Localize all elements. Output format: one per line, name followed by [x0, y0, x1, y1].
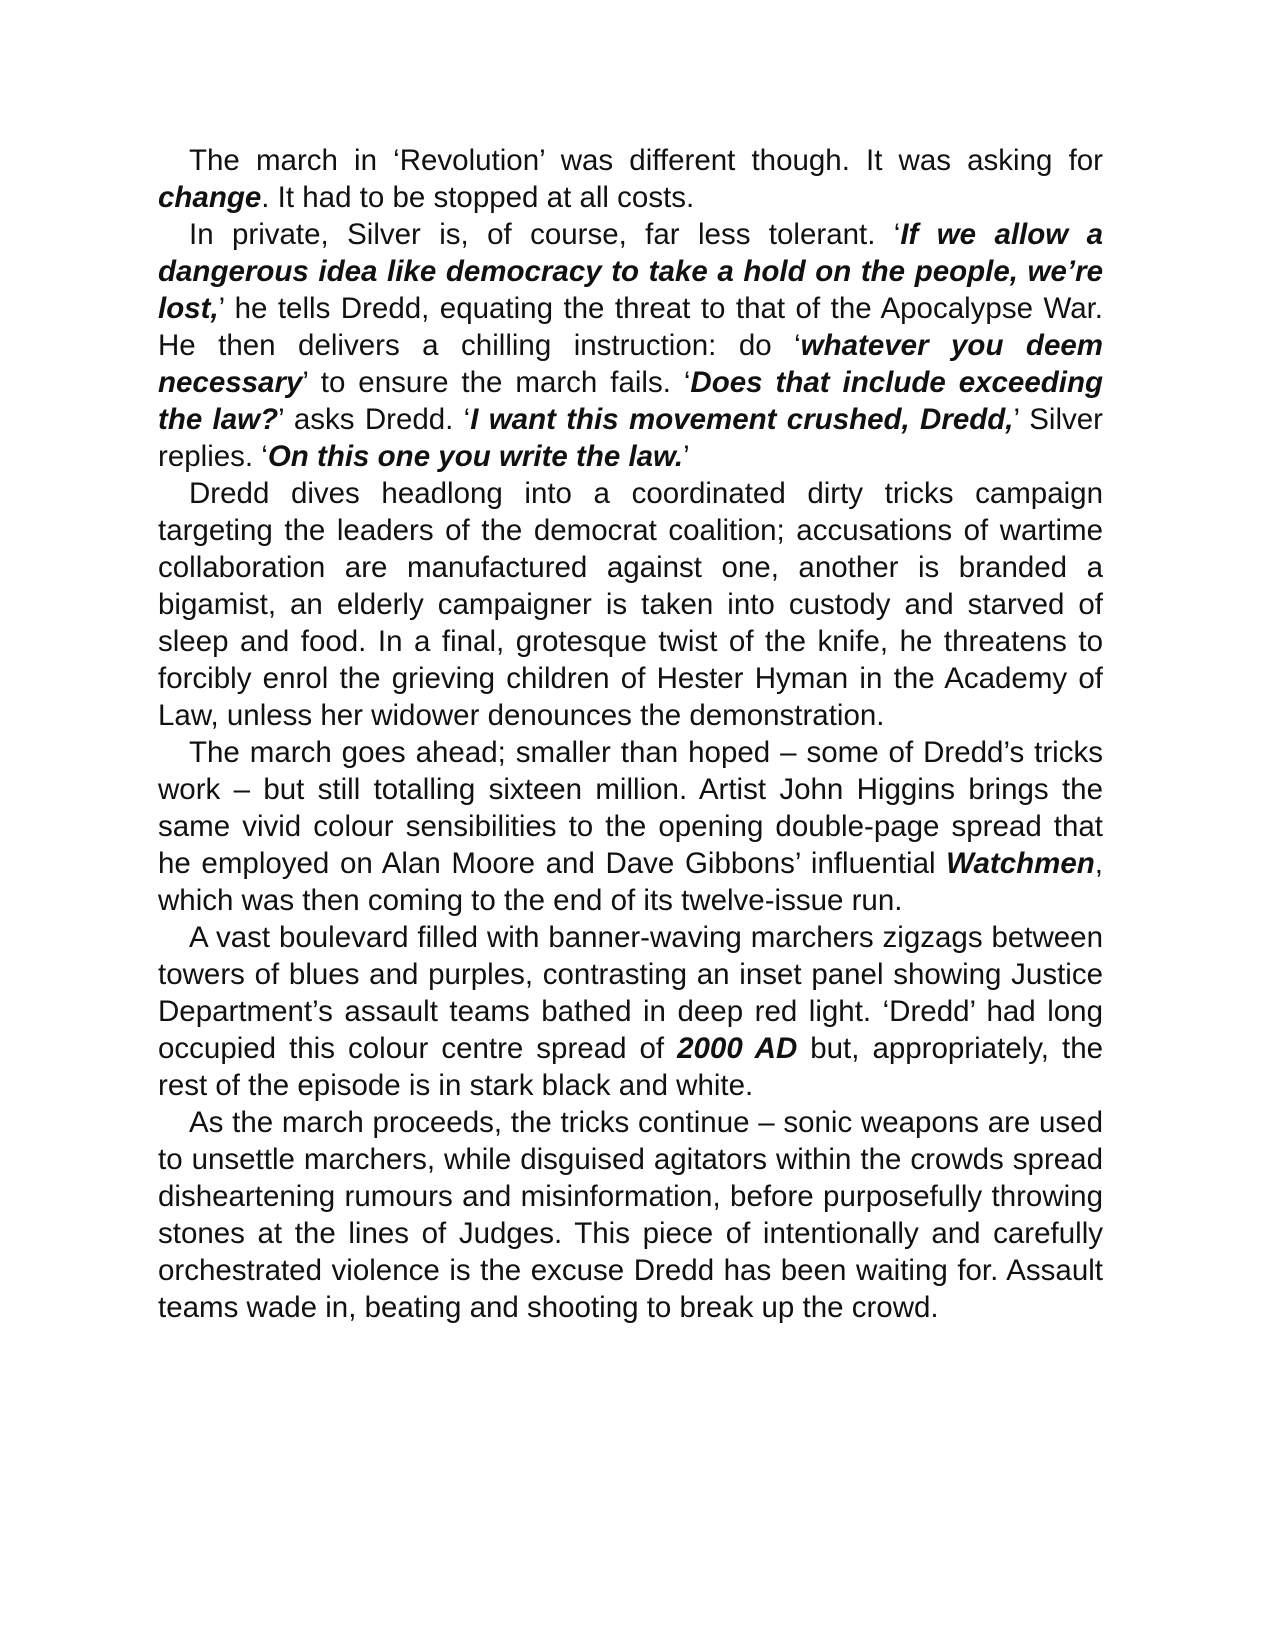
text-run: but, appropriately, the rest of the episode is in stark black and white. — [158, 1032, 1104, 1102]
paragraph-4 — [158, 734, 1103, 919]
quote-emphasis: If we allow a dangerous idea like democracy to take a hold on the people, we’re lost, — [158, 218, 1103, 325]
text-run: The march in ‘Revolution’ was different though. It was asking for — [189, 144, 1103, 177]
text-run: As the march proceeds, the tricks continue – sonic weapons are used to unsettle marchers, while disguised agitators within the crowds spread disheartening rumours and misinformation, before purposefully throwing stones at the lines of Judges. This piece of intentionally and carefully orchestrated violence is the excuse Dredd has been waiting for. Assault teams wade in, beating and shooting to break up the crowd. — [158, 1106, 1103, 1324]
paragraph-5 — [158, 919, 1103, 1104]
quote-emphasis: I want this movement crushed, Dredd, — [470, 403, 1014, 436]
title-emphasis: 2000 AD — [677, 1032, 798, 1065]
paragraph-1 — [158, 142, 1103, 216]
text-run: ’ he tells Dredd, equating the threat to that of the Apocalypse War. He then delivers a chilling instruction: do ‘ — [158, 292, 1103, 362]
text-run: ’ asks Dredd. ‘ — [278, 403, 471, 436]
emphasis-run: change — [158, 181, 262, 214]
text-run: In private, Silver is, of course, far less tolerant. ‘ — [189, 218, 901, 251]
text-run: ’ — [683, 440, 690, 473]
text-run: , which was then coming to the end of its twelve-issue run. — [158, 847, 1103, 917]
text-run: . It had to be stopped at all costs. — [261, 181, 695, 214]
paragraph-6 — [158, 1104, 1103, 1326]
title-emphasis: Watchmen — [946, 847, 1095, 880]
text-run: ’ Silver replies. ‘ — [158, 403, 1104, 473]
quote-emphasis: On this one you write the law. — [267, 440, 684, 473]
paragraph-3 — [158, 475, 1103, 734]
text-run: The march goes ahead; smaller than hoped – some of Dredd’s tricks work – but still totalling sixteen million. Artist John Higgins brings the same vivid colour sensibilities to the opening double-page spread that he employed on Alan Moore and Dave Gibbons’ influential — [158, 736, 1103, 880]
text-run: A vast boulevard filled with banner-waving marchers zigzags between towers of blues and purples, contrasting an inset panel showing Justice Department’s assault teams bathed in deep red light. ‘Dredd’ had long occupied this colour centre spread of — [158, 921, 1103, 1065]
quote-emphasis: Does that include exceeding the law? — [158, 366, 1103, 436]
text-run: ’ to ensure the march fails. ‘ — [302, 366, 691, 399]
text-run: Dredd dives headlong into a coordinated dirty tricks campaign targeting the leaders of the democrat coalition; accusations of wartime collaboration are manufactured against one, another is branded a bigamist, an elderly campaigner is taken into custody and starved of sleep and food. In a final, grotesque twist of the knife, he threatens to forcibly enrol the grieving children of Hester Hyman in the Academy of Law, unless her widower denounces the demonstration. — [158, 477, 1103, 732]
quote-emphasis: whatever you deem necessary — [158, 329, 1103, 399]
document-page — [158, 142, 1103, 1326]
paragraph-2 — [158, 216, 1103, 475]
